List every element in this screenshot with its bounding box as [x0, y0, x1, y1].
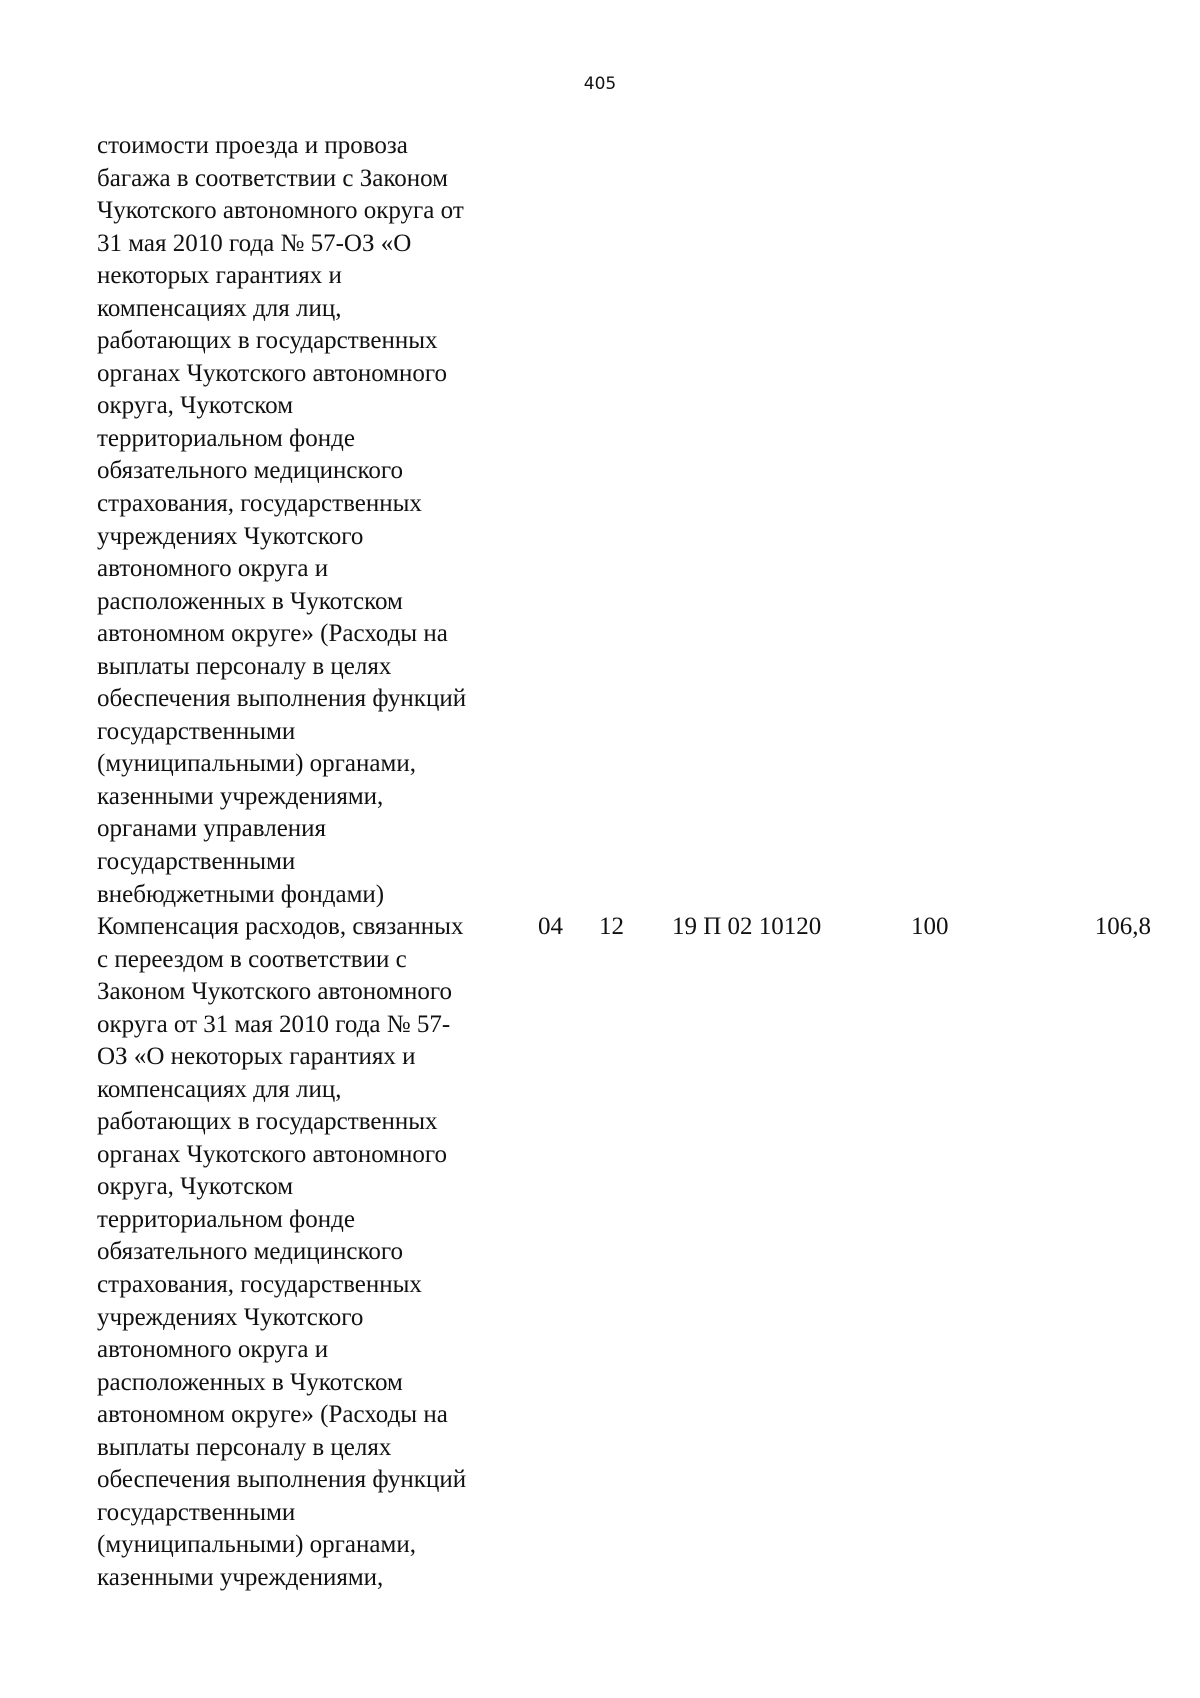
description-line: обязательного медицинского — [97, 1238, 404, 1266]
description-line: государственными — [97, 1498, 296, 1526]
description-line: страхования, государственных — [97, 1271, 422, 1299]
description-line: округа, Чукотском — [97, 392, 294, 420]
description-line: автономном округе» (Расходы на — [97, 620, 448, 648]
description-line: расположенных в Чукотском — [97, 587, 403, 615]
description-line: компенсациях для лиц, — [97, 1075, 342, 1103]
row-description — [97, 911, 517, 1594]
description-line: 31 мая 2010 года № 57-ОЗ «О — [97, 229, 412, 257]
description-line: учреждениях Чукотского — [97, 1303, 364, 1331]
target-article-code: 19 П 02 10120 — [672, 913, 822, 940]
expense-type-code: 100 — [911, 913, 949, 940]
description-line: стоимости проезда и провоза — [97, 132, 408, 159]
description-line: (муниципальными) органами, — [97, 1531, 416, 1559]
description-line: выплаты персоналу в целях — [97, 1433, 392, 1461]
description-line: органах Чукотского автономного — [97, 359, 448, 387]
description-line: учреждениях Чукотского — [97, 522, 364, 550]
description-line: автономного округа и — [97, 1336, 329, 1364]
description-line: внебюджетными фондами) — [97, 880, 385, 908]
description-line: страхования, государственных — [97, 490, 422, 518]
description-line: округа, Чукотском — [97, 1173, 294, 1201]
description-line: расположенных в Чукотском — [97, 1368, 403, 1396]
page-number: 405 — [583, 74, 617, 94]
description-line: государственными — [97, 848, 296, 876]
description-line: обеспечения выполнения функций — [97, 685, 467, 713]
description-line: органами управления — [97, 815, 327, 843]
description-line: ОЗ «О некоторых гарантиях и — [97, 1043, 416, 1071]
description-line: автономного округа и — [97, 555, 329, 583]
description-line: работающих в государственных — [97, 1108, 438, 1136]
description-line: багажа в соответствии с Законом — [97, 164, 448, 192]
description-line: территориальном фонде — [97, 1205, 355, 1233]
section-code: 04 — [538, 913, 563, 940]
description-line: государственными — [97, 717, 296, 745]
subsection-code: 12 — [599, 913, 624, 940]
amount-value: 106,8 — [1094, 913, 1151, 940]
description-line: обязательного медицинского — [97, 457, 404, 485]
description-line: некоторых гарантиях и — [97, 262, 342, 290]
description-line: казенными учреждениями, — [97, 782, 384, 810]
description-line: компенсациях для лиц, — [97, 294, 342, 322]
description-line: обеспечения выполнения функций — [97, 1466, 467, 1494]
row-description — [97, 130, 517, 911]
description-line: с переездом в соответствии с — [97, 945, 407, 973]
description-line: автономном округе» (Расходы на — [97, 1401, 448, 1429]
description-line: работающих в государственных — [97, 327, 438, 355]
description-line: казенными учреждениями, — [97, 1563, 384, 1591]
description-line: (муниципальными) органами, — [97, 750, 416, 778]
description-line: органах Чукотского автономного — [97, 1140, 448, 1168]
description-line: Законом Чукотского автономного — [97, 978, 452, 1006]
description-line: территориальном фонде — [97, 424, 355, 452]
description-line: Компенсация расходов, связанных — [97, 913, 464, 940]
description-line: Чукотского автономного округа от — [97, 197, 464, 225]
description-line: округа от 31 мая 2010 года № 57- — [97, 1010, 451, 1038]
description-line: выплаты персоналу в целях — [97, 652, 392, 680]
